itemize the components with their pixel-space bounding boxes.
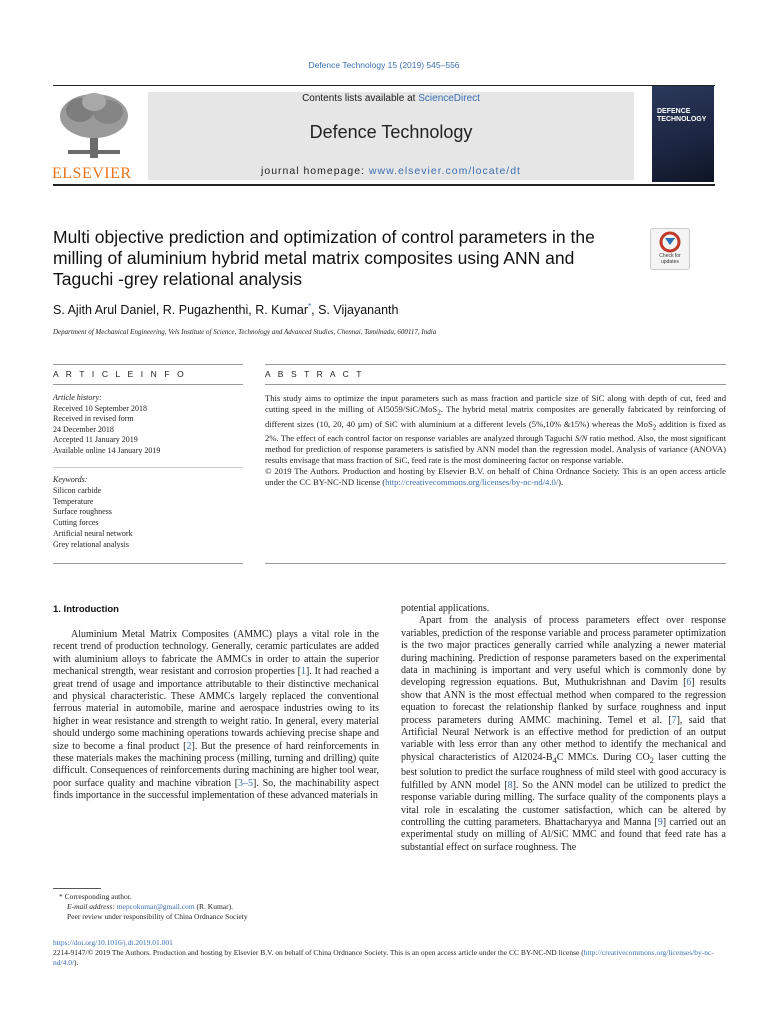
keyword-item: Artificial neural network — [53, 528, 133, 538]
reference-link[interactable]: 1 — [300, 666, 306, 678]
abstract-part: ratio method. Also, the most significant method for prediction of response parameters is satisfied by ANN model than the regression model. Analysis of variance (ANOVA) results envisage that mass fraction of SiC, feed rate is the most domineering factor on response variable. — [265, 433, 726, 466]
authors-main: S. Ajith Arul Daniel, R. Pugazhenthi, R. Kumar — [53, 303, 308, 318]
keywords-divider — [53, 467, 243, 468]
text-run: ]. It had reached a great trend of usage and importance attributable to their distinctive mechanical and physical characteristic. These AMMCs largely replaced the conventional ferrous material in automobile, marine and aerospace industries owing to its higher in wear resistance and strength to weight ratio. In general, every material should undergo some machining operations towards achieving precise shape and size to become a final product [ — [53, 666, 379, 752]
subscript: 2 — [652, 423, 657, 432]
author-affiliation: Department of Mechanical Engineering, Vels Institute of Science, Technology and Advanced Studies, Chennai, Tamilnadu, 600117, India — [53, 328, 437, 336]
authors-last: , S. Vijayananth — [311, 303, 399, 318]
text-run: ] results show that ANN is the most effectual method when compared to the regression equation to forecast the relationship flanked by surface roughness and input process parameters during AMMC machining. Temel et al. [ — [401, 677, 726, 726]
email-label: E-mail address: — [67, 902, 117, 911]
text-run: ]. So the ANN model can be utilized to predict the response variable during milling. The surface quality of the components plays a vital role in escalating the customer satisfaction, which can be altered by controlling the cutting parameters. Bhattacharyya and Manna [ — [401, 779, 726, 828]
text-run: Apart from the analysis of process parameters effect over response variables, prediction of the response variable and process parameter optimization is the two major practices generally carried while analyzing a newer material during machining. Prediction of response parameters based on the experimental data in machining is important and very useful which is commonly done by developing regression equations. But, Muthukrishnan and Davim [ — [401, 615, 726, 689]
abstract-heading: A B S T R A C T — [265, 369, 365, 379]
abstract-part: . The hybrid metal matrix composites are generally fabricated by reinforcing of different sizes (10, 20, 40 µm) of SiC with aluminium at a different levels (5%,10% &15%) whereas the MoS — [265, 404, 726, 429]
reference-link[interactable]: 9 — [657, 816, 663, 828]
corresponding-author-note: * Corresponding author. — [59, 892, 132, 901]
homepage-link[interactable]: www.elsevier.com/locate/dt — [368, 165, 521, 177]
keyword-item: Grey relational analysis — [53, 539, 129, 549]
abstract-sn-term: S/N — [574, 433, 588, 444]
abstract-rule — [265, 364, 726, 365]
cover-title: DEFENCE TECHNOLOGY — [657, 108, 707, 123]
keyword-item: Temperature — [53, 496, 94, 506]
intro-right-column — [401, 603, 726, 854]
journal-citation-link[interactable]: Defence Technology 15 (2019) 545–556 — [308, 60, 460, 70]
subscript: 2 — [649, 755, 654, 765]
tree-icon — [54, 90, 134, 162]
keyword-item: Surface roughness — [53, 507, 112, 517]
peer-review-note: Peer review under responsibility of China Ordnance Society — [67, 912, 248, 921]
reference-link[interactable]: 6 — [686, 677, 692, 689]
article-info-rule — [53, 364, 243, 365]
header-divider — [53, 85, 715, 86]
reference-link[interactable]: 8 — [507, 779, 513, 791]
history-item: Received 10 September 2018 — [53, 403, 147, 413]
article-info-bottom-rule — [53, 563, 243, 564]
footnote-divider — [53, 888, 101, 889]
article-history — [53, 393, 243, 457]
reference-link[interactable]: 7 — [671, 714, 677, 726]
copyright-end: ). — [558, 477, 564, 488]
contents-availability-line — [148, 93, 634, 104]
text-run: ]. So, the machinability aspect finds importance in the successful implementation of these advanced materials in — [53, 777, 379, 802]
copyright-text: 2214-9147/© 2019 The Authors. Production and hosting by Elsevier B.V. on behalf of China Ordnance Society. This is an open access article under the CC BY-NC-ND license ( — [53, 948, 584, 957]
homepage-prefix: journal homepage: — [261, 165, 369, 177]
text-run: ] carried out an experimental study on milling of Al/SiC MMC and found that feed rate has a substantial effect on surface roughness. The — [401, 816, 726, 853]
footnotes — [53, 892, 383, 922]
author-list — [53, 302, 398, 317]
introduction-heading: 1. Introduction — [53, 604, 119, 615]
copyright-end: ). — [74, 958, 79, 968]
keyword-item: Silicon carbide — [53, 485, 102, 495]
history-item: Available online 14 January 2019 — [53, 445, 161, 455]
elsevier-wordmark: ELSEVIER — [52, 165, 132, 182]
journal-name: Defence Technology — [309, 122, 473, 142]
history-item: Accepted 11 January 2019 — [53, 435, 138, 445]
email-suffix: (R. Kumar). — [194, 902, 233, 911]
sciencedirect-link[interactable]: ScienceDirect — [418, 93, 480, 104]
history-label: Article history: — [53, 393, 102, 402]
doi-link[interactable]: https://doi.org/10.1016/j.dt.2019.01.001 — [53, 938, 173, 947]
crossmark-label: Check for updates — [659, 253, 681, 265]
abstract-part: addition is fixed as 2%. The effect of each control factor on response variables are analyzed through Taguchi — [265, 418, 726, 444]
history-item: Received in revised form — [53, 414, 134, 424]
text-run: ], said that Artificial Neural Network is an effective method for prediction of an output variable with less error than any other method to identify the mechanical and physical characteristics of Al2024-B — [401, 714, 726, 763]
crossmark-icon — [651, 229, 689, 253]
article-info-heading: A R T I C L E I N F O — [53, 369, 187, 379]
journal-cover-image — [652, 86, 714, 182]
keywords-block — [53, 475, 243, 551]
reference-link[interactable]: 2 — [186, 740, 192, 752]
license-link[interactable]: http://creativecommons.org/licenses/by-nc-nd/4.0/ — [385, 477, 559, 488]
subscript: 4 — [552, 755, 557, 765]
journal-homepage-line — [148, 165, 634, 177]
email-note — [53, 902, 383, 912]
crossmark-button[interactable] — [650, 228, 690, 270]
paragraph — [401, 615, 726, 854]
abstract-text — [265, 393, 726, 488]
intro-left-column — [53, 629, 379, 803]
license-link[interactable]: http://creativecommons.org/licenses/by-nc-nd/4.0/ — [53, 948, 714, 968]
text-run: ]. But the presence of hard reinforcements in these materials makes the machining process (milling, turning and drilling) quite difficult. Consequences of reinforcements during machining are higher tool wear, poor surface quality and machine vibration [ — [53, 740, 379, 789]
header-bottom-divider — [53, 184, 715, 186]
history-item: 24 December 2018 — [53, 424, 114, 434]
paragraph: potential applications. — [401, 603, 490, 614]
corresponding-author-link[interactable]: * — [308, 302, 312, 311]
abstract-part: This study aims to optimize the input parameters such as mass fraction and particle size of SiC along with depth of cut, feed and cutting speed in the milling of Al5059/SiC/MoS — [265, 393, 726, 414]
abstract-copyright — [265, 466, 726, 488]
article-title: Multi objective prediction and optimization of control parameters in the milling of aluminium hybrid metal matrix composites using ANN and Taguchi -grey relational analysis — [53, 227, 595, 289]
text-run: laser cutting the best solution to predict the surface roughness of mild steel with good accuracy is fulfilled by ANN model [ — [401, 751, 726, 791]
bottom-copyright — [53, 948, 726, 969]
contents-prefix: Contents lists available at — [302, 93, 419, 104]
keywords-label: Keywords: — [53, 475, 88, 484]
article-info-rule-lower — [53, 384, 243, 385]
subscript: 2 — [437, 408, 441, 417]
abstract-bottom-rule — [265, 563, 726, 564]
paragraph — [53, 629, 379, 803]
text-run: Aluminium Metal Matrix Composites (AMMC) plays a vital role in the recent trend of production technology. Generally, ceramic particulates are added with aluminium alloys to fabricate the AMMCs in order to attain the superior mechanical strength, wear resistant and corrosion properties [ — [53, 629, 379, 678]
abstract-rule-lower — [265, 384, 726, 385]
text-run: C MMCs. During CO — [556, 751, 650, 763]
copyright-text: © 2019 The Authors. Production and hosting by Elsevier B.V. on behalf of China Ordnance Society. This is an open access article under the CC BY-NC-ND license ( — [265, 466, 726, 488]
email-link[interactable]: mepcokumar@gmail.com — [116, 902, 195, 911]
keyword-item: Cutting forces — [53, 518, 99, 528]
reference-link[interactable]: 3–5 — [238, 777, 254, 789]
